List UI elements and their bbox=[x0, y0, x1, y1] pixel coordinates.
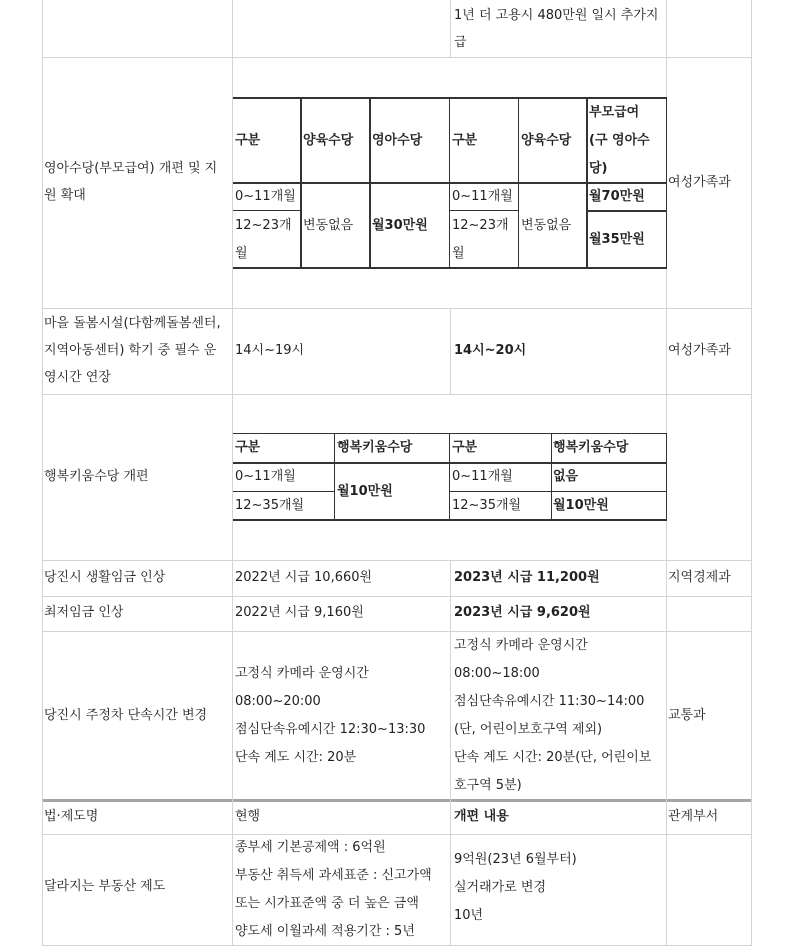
infant-new-header-parent-benefit-sub1: (구 영아수 bbox=[589, 133, 650, 148]
infant-cur-row2-line2: 월 bbox=[235, 246, 248, 261]
infant-new-unchanged: 변동없음 bbox=[521, 218, 572, 233]
realestate-cur-line4: 양도세 이월과세 적용기간 : 5년 bbox=[235, 924, 415, 939]
parking-cur-line1: 고정식 카메라 운영시간 bbox=[235, 666, 369, 681]
infant-new-header-parenting: 양육수당 bbox=[521, 133, 572, 148]
infant-name-line2: 원 확대 bbox=[44, 188, 86, 203]
parking-cur-line4: 단속 계도 시간: 20분 bbox=[235, 750, 357, 765]
happy-new-row2: 12~35개월 bbox=[452, 498, 522, 513]
infant-cur-row2-line1: 12~23개 bbox=[235, 218, 292, 233]
employment-new-line2: 급 bbox=[454, 35, 467, 50]
min-wage-name: 최저임금 인상 bbox=[44, 605, 124, 620]
happy-cur-row1: 0~11개월 bbox=[235, 469, 296, 484]
section-divider bbox=[42, 799, 752, 802]
parking-cur-line2: 08:00~20:00 bbox=[235, 694, 321, 709]
happy-cur-amount: 월10만원 bbox=[337, 484, 393, 499]
parking-new-line4: (단, 어린이보호구역 제외) bbox=[454, 722, 603, 737]
parking-name: 당진시 주정차 단속시간 변경 bbox=[44, 708, 208, 723]
infant-dept: 여성가족과 bbox=[668, 175, 731, 190]
infant-new-header-parent-benefit: 부모급여 bbox=[589, 105, 640, 120]
column-divider bbox=[42, 0, 43, 946]
care-name-line1: 마을 돌봄시설(다함께돌봄센터, bbox=[44, 316, 221, 331]
happy-cur-header-allowance: 행복키움수당 bbox=[337, 440, 413, 455]
parking-new-line1: 고정식 카메라 운영시간 bbox=[454, 638, 588, 653]
min-wage-new: 2023년 시급 9,620원 bbox=[454, 605, 591, 620]
parking-new-line2: 08:00~18:00 bbox=[454, 666, 540, 681]
care-new: 14시~20시 bbox=[454, 343, 527, 358]
care-name-line2: 지역아동센터) 학기 중 필수 운 bbox=[44, 343, 217, 358]
header-revision: 개편 내용 bbox=[454, 809, 509, 824]
infant-cur-unchanged: 변동없음 bbox=[303, 218, 354, 233]
inner-border bbox=[233, 462, 667, 464]
row-divider bbox=[42, 57, 752, 58]
parking-new-line5: 단속 계도 시간: 20분(단, 어린이보 bbox=[454, 750, 652, 765]
header-current: 현행 bbox=[235, 809, 261, 824]
row-divider bbox=[42, 560, 752, 561]
realestate-cur-line2: 부동산 취득세 과세표준 : 신고가액 bbox=[235, 868, 432, 883]
realestate-new-line1: 9억원(23년 6월부터) bbox=[454, 852, 577, 867]
happy-name: 행복키움수당 개편 bbox=[44, 469, 149, 484]
happy-new-amount-2: 월10만원 bbox=[553, 498, 609, 513]
infant-cur-header-parenting: 양육수당 bbox=[303, 133, 354, 148]
parking-dept: 교통과 bbox=[668, 708, 706, 723]
happy-new-header-allowance: 행복키움수당 bbox=[553, 440, 629, 455]
infant-new-header-parent-benefit-sub2: 당) bbox=[589, 161, 608, 176]
infant-new-row1: 0~11개월 bbox=[452, 189, 513, 204]
living-wage-cur: 2022년 시급 10,660원 bbox=[235, 570, 373, 585]
column-divider bbox=[751, 0, 752, 946]
row-divider bbox=[42, 631, 752, 632]
parking-new-line3: 점심단속유예시간 11:30~14:00 bbox=[454, 694, 645, 709]
happy-new-amount-1: 없음 bbox=[553, 469, 579, 484]
living-wage-new: 2023년 시급 11,200원 bbox=[454, 570, 600, 585]
inner-border bbox=[300, 97, 302, 269]
inner-border bbox=[666, 97, 667, 269]
header-dept: 관계부서 bbox=[668, 809, 719, 824]
realestate-cur-line1: 종부세 기본공제액 : 6억원 bbox=[235, 840, 386, 855]
column-divider bbox=[232, 0, 233, 946]
infant-new-amount-1: 월70만원 bbox=[589, 189, 645, 204]
happy-cur-header-category: 구분 bbox=[235, 440, 261, 455]
infant-new-row2-line2: 월 bbox=[452, 246, 465, 261]
happy-new-row1: 0~11개월 bbox=[452, 469, 513, 484]
inner-border bbox=[449, 433, 450, 521]
parking-new-line6: 호구역 5분) bbox=[454, 778, 522, 793]
infant-new-header-category: 구분 bbox=[452, 133, 478, 148]
realestate-name: 달라지는 부동산 제도 bbox=[44, 879, 166, 894]
infant-cur-header-category: 구분 bbox=[235, 133, 261, 148]
column-divider bbox=[450, 308, 451, 394]
care-dept: 여성가족과 bbox=[668, 343, 731, 358]
inner-border bbox=[586, 97, 588, 269]
realestate-cur-line3: 또는 시가표준액 중 더 높은 금액 bbox=[235, 896, 419, 911]
inner-border bbox=[666, 433, 667, 521]
row-divider bbox=[42, 394, 752, 395]
parking-cur-line3: 점심단속유예시간 12:30~13:30 bbox=[235, 722, 426, 737]
column-divider bbox=[450, 560, 451, 946]
inner-border bbox=[369, 97, 371, 269]
inner-border bbox=[449, 97, 450, 269]
row-divider bbox=[42, 834, 752, 835]
infant-cur-row1: 0~11개월 bbox=[235, 189, 296, 204]
header-law-name: 법·제도명 bbox=[44, 809, 99, 824]
inner-border bbox=[334, 433, 335, 521]
min-wage-cur: 2022년 시급 9,160원 bbox=[235, 605, 364, 620]
row-divider bbox=[42, 596, 752, 597]
inner-border bbox=[233, 267, 667, 269]
column-divider bbox=[450, 0, 451, 57]
infant-new-row2-line1: 12~23개 bbox=[452, 218, 509, 233]
infant-new-amount-2: 월35만원 bbox=[589, 232, 645, 247]
infant-cur-amount: 월30만원 bbox=[372, 218, 428, 233]
infant-cur-header-infant: 영아수당 bbox=[372, 133, 423, 148]
happy-cur-row2: 12~35개월 bbox=[235, 498, 305, 513]
care-name-line3: 영시간 연장 bbox=[44, 370, 111, 385]
living-wage-name: 당진시 생활임금 인상 bbox=[44, 570, 166, 585]
infant-name-line1: 영아수당(부모급여) 개편 및 지 bbox=[44, 161, 218, 176]
row-divider bbox=[42, 308, 752, 309]
realestate-new-line3: 10년 bbox=[454, 908, 484, 923]
inner-border bbox=[518, 97, 519, 269]
care-cur: 14시~19시 bbox=[235, 343, 305, 358]
happy-new-header-category: 구분 bbox=[452, 440, 478, 455]
living-wage-dept: 지역경제과 bbox=[668, 570, 731, 585]
inner-border bbox=[551, 433, 552, 521]
realestate-new-line2: 실거래가로 변경 bbox=[454, 880, 547, 895]
employment-new-line1: 1년 더 고용시 480만원 일시 추가지 bbox=[454, 8, 659, 23]
